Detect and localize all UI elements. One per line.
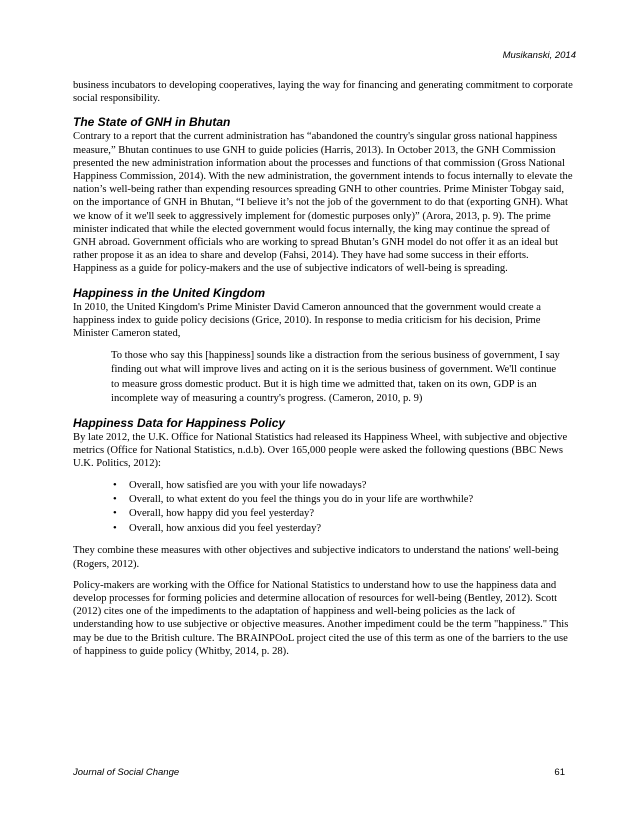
section-heading-uk: Happiness in the United Kingdom xyxy=(73,285,266,300)
running-head: Musikanski, 2014 xyxy=(502,50,576,61)
intro-paragraph: business incubators to developing cooperatives, laying the way for financing and generating commitment to corporate social responsibility. xyxy=(73,80,573,105)
policy-makers-paragraph: Policy-makers are working with the Office for National Statistics to understand how to use the happiness data and develop processes for forming policies and determine allocation of resources for well-being (Bentley, 2012). Scott (2012) cites one of the impediments to the adaptation of happiness and well-being policies as the lack of understanding how to use subjective or objective measures. Another impediment could be the term "happiness." This may be due to the British culture. The BRAINPOoL project cited the use of this term as one of the barriers to the use of happiness to guide policy (Whitby, 2014, p. 28). xyxy=(73,579,569,657)
list-item xyxy=(111,493,573,507)
footer-journal-title: Journal of Social Change xyxy=(73,767,180,778)
section-heading-bhutan: The State of GNH in Bhutan xyxy=(73,115,231,130)
footer-page-number: 61 xyxy=(554,767,565,778)
list-item-text: Overall, how satisfied are you with your life nowadays? xyxy=(129,479,367,491)
bullet-icon: • xyxy=(113,508,117,520)
bhutan-paragraph: Contrary to a report that the current administration has “abandoned the country's singular gross national happiness measure,” Bhutan continues to use GNH to guide policies (Harris, 2013). In October 2013, the GNH Commission presented the new administration information about the processes and functions of that commission (Gross National Happiness Commission, 2014). With the new administration, the government intends to focus internally to elevate the nation’s well-being rather than expending resources spreading GNH to other countries. Prime Minister Tobgay said, on the importance of GNH in Bhutan, “I believe it’s not the job of the government to do that (exporting GNH). What we know of it we'll seek to aggressively implement for (domestic purposes only)” (Arora, 2013, p. 9). The prime minister indicated that while the elected government would focus internally, the king may continue the spread of GNH abroad. Government officials who are working to spread Bhutan’s GNH model do not offer it as an ideal but rather propose it as an idea to share and develop (Fahsi, 2014). They have had some success in their efforts. Happiness as a guide for policy-makers and the use of subjective indicators of well-being is spreading. xyxy=(73,131,573,275)
list-item xyxy=(111,479,573,493)
list-item-text: Overall, how anxious did you feel yesterday? xyxy=(129,522,322,534)
document-body xyxy=(73,79,573,658)
list-item xyxy=(111,507,573,521)
section-heading-happiness-data: Happiness Data for Happiness Policy xyxy=(73,416,286,431)
list-item-text: Overall, to what extent do you feel the things you do in your life are worthwhile? xyxy=(129,494,474,506)
survey-questions-list xyxy=(73,479,573,537)
bullet-icon: • xyxy=(113,479,117,491)
bullet-icon: • xyxy=(113,522,117,534)
uk-paragraph: In 2010, the United Kingdom's Prime Minister David Cameron announced that the government would create a happiness index to guide policy decisions (Grice, 2010). In response to media criticism for his decision, Prime Minister Cameron stated, xyxy=(73,301,541,340)
list-item xyxy=(111,522,573,536)
measures-paragraph: They combine these measures with other objectives and subjective indicators to understand the nations' well-being (Rogers, 2012). xyxy=(73,545,559,570)
happiness-data-paragraph: By late 2012, the U.K. Office for National Statistics had released its Happiness Wheel, with subjective and objective metrics (Office for National Statistics, n.d.b). Over 165,000 people were asked the following questions (BBC News U.K. Politics, 2012): xyxy=(73,432,568,470)
bullet-icon: • xyxy=(113,494,117,506)
list-item-text: Overall, how happy did you feel yesterday? xyxy=(129,508,315,520)
cameron-block-quote: To those who say this [happiness] sounds like a distraction from the serious business of government, I say finding out what will improve lives and acting on it is the serious business of government. We'll continue to measure gross domestic product. But it is high time we admitted that, taken on its own, GDP is an incomplete way of measuring a country's progress. (Cameron, 2010, p. 9) xyxy=(111,350,560,404)
